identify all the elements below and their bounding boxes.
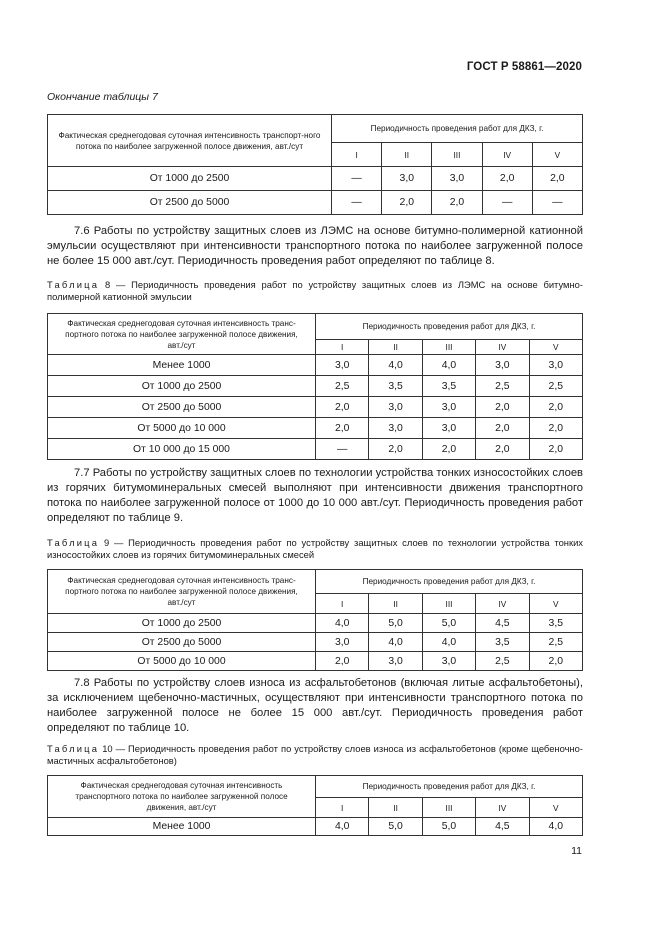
cell-value: 3,0 xyxy=(382,167,432,191)
cell-value: 3,0 xyxy=(316,355,369,376)
table-row xyxy=(48,652,583,671)
cell-value: 2,0 xyxy=(316,397,369,418)
table8-column-header: Фактическая среднегодовая суточная интенсивность транс-портного потока по наиболее загруженной полосе движения, авт./сут xyxy=(48,314,316,355)
table8-roman-iii: III xyxy=(422,340,475,355)
cell-value: 5,0 xyxy=(422,614,475,633)
cell-value: 2,0 xyxy=(476,418,529,439)
cell-value: 2,0 xyxy=(476,397,529,418)
cell-value: 4,0 xyxy=(422,633,475,652)
table9-roman-ii: II xyxy=(369,594,422,614)
paragraph-7-7: 7.7 Работы по устройству защитных слоев по технологии устройства тонких износостойких слоев из горячих битумоминеральных смесей выполняют при интенсивности движения транспортного потока по наиболее загруженной полосе от 1000 до 10 000 авт./сут. Периодичность проведения работ определяют по таблице 9. xyxy=(47,467,583,524)
table-row xyxy=(48,167,583,191)
table9-caption: Таблица 9 — Периодичность проведения работ по устройству защитных слоев по технологии устройства тонких износостойких слоев из горячих битумоминеральных смесей xyxy=(47,537,583,561)
table-row xyxy=(48,418,583,439)
cell-value: 4,0 xyxy=(316,614,369,633)
row-label: От 2500 до 5000 xyxy=(48,397,316,418)
table-row xyxy=(48,633,583,652)
cell-value: 4,5 xyxy=(476,614,529,633)
cell-value: 2,0 xyxy=(482,167,532,191)
document-code: ГОСТ Р 58861—2020 xyxy=(466,61,582,73)
table9-column-header: Фактическая среднегодовая суточная интенсивность транс-портного потока по наиболее загруженной полосе движения, авт./сут xyxy=(48,570,316,614)
cell-value: 2,5 xyxy=(476,376,529,397)
cell-value: 3,5 xyxy=(529,614,582,633)
table8-period-header: Периодичность проведения работ для ДКЗ, г. xyxy=(316,314,583,340)
row-label: От 10 000 до 15 000 xyxy=(48,439,316,460)
cell-value: 4,0 xyxy=(369,633,422,652)
cell-value: 4,0 xyxy=(316,818,369,836)
cell-value: 3,5 xyxy=(369,376,422,397)
table10-period-header: Периодичность проведения работ для ДКЗ, г. xyxy=(316,776,583,798)
cell-value: 4,0 xyxy=(369,355,422,376)
cell-value: 3,0 xyxy=(422,652,475,671)
table7-period-header: Периодичность проведения работ для ДКЗ, г. xyxy=(332,115,583,143)
table10-roman-ii: II xyxy=(369,798,422,818)
cell-value: 2,5 xyxy=(529,633,582,652)
cell-value: — xyxy=(316,439,369,460)
cell-value: 5,0 xyxy=(369,818,422,836)
row-label: От 2500 до 5000 xyxy=(48,191,332,215)
row-label: Менее 1000 xyxy=(48,818,316,836)
cell-value: 2,0 xyxy=(432,191,482,215)
cell-value: 2,5 xyxy=(529,376,582,397)
table10-roman-iii: III xyxy=(422,798,475,818)
table-row xyxy=(48,191,583,215)
table8-roman-iv: IV xyxy=(476,340,529,355)
table-8 xyxy=(47,313,583,460)
cell-value: — xyxy=(332,167,382,191)
cell-value: 3,0 xyxy=(432,167,482,191)
cell-value: 3,0 xyxy=(422,418,475,439)
table10-caption: Таблица 10 — Периодичность проведения работ по устройству слоев износа из асфальтобетонов (кроме щебеночно-мастичных асфальтобетонов) xyxy=(47,743,583,767)
cell-value: 3,0 xyxy=(369,397,422,418)
cell-value: 4,5 xyxy=(476,818,529,836)
cell-value: 2,0 xyxy=(369,439,422,460)
table7-roman-iii: III xyxy=(432,143,482,167)
table7-caption: Окончание таблицы 7 xyxy=(47,91,158,103)
cell-value: 2,0 xyxy=(316,418,369,439)
row-label: От 1000 до 2500 xyxy=(48,167,332,191)
cell-value: 3,5 xyxy=(422,376,475,397)
table-row xyxy=(48,397,583,418)
table8-caption: Таблица 8 — Периодичность проведения работ по устройству защитных слоев из ЛЭМС на основе битумно-полимерной катионной эмульсии xyxy=(47,279,583,303)
row-label: Менее 1000 xyxy=(48,355,316,376)
cell-value: 5,0 xyxy=(422,818,475,836)
cell-value: 2,0 xyxy=(422,439,475,460)
table7-roman-iv: IV xyxy=(482,143,532,167)
table-row xyxy=(48,355,583,376)
cell-value: 2,5 xyxy=(316,376,369,397)
cell-value: 4,0 xyxy=(529,818,582,836)
table8-roman-ii: II xyxy=(369,340,422,355)
cell-value: 3,5 xyxy=(476,633,529,652)
cell-value: 2,0 xyxy=(529,418,582,439)
table9-roman-i: I xyxy=(316,594,369,614)
table9-roman-iv: IV xyxy=(476,594,529,614)
table7-roman-v: V xyxy=(532,143,582,167)
row-label: От 5000 до 10 000 xyxy=(48,418,316,439)
table7-roman-ii: II xyxy=(382,143,432,167)
table9-period-header: Периодичность проведения работ для ДКЗ, г. xyxy=(316,570,583,594)
cell-value: 2,0 xyxy=(316,652,369,671)
cell-value: — xyxy=(332,191,382,215)
table10-column-header: Фактическая среднегодовая суточная интенсивность транспортного потока по наиболее загруженной полосе движения, авт./сут xyxy=(48,776,316,818)
table10-roman-v: V xyxy=(529,798,582,818)
cell-value: — xyxy=(482,191,532,215)
cell-value: 2,0 xyxy=(382,191,432,215)
row-label: От 1000 до 2500 xyxy=(48,376,316,397)
row-label: От 5000 до 10 000 xyxy=(48,652,316,671)
cell-value: 2,5 xyxy=(476,652,529,671)
cell-value: 3,0 xyxy=(369,652,422,671)
cell-value: — xyxy=(532,191,582,215)
cell-value: 4,0 xyxy=(422,355,475,376)
row-label: От 2500 до 5000 xyxy=(48,633,316,652)
cell-value: 3,0 xyxy=(369,418,422,439)
cell-value: 5,0 xyxy=(369,614,422,633)
paragraph-7-6: 7.6 Работы по устройству защитных слоев из ЛЭМС на основе битумно-полимерной катионной эмульсии осуществляют при интенсивности транспортного потока по наиболее загруженной полосе не более 15 000 авт./сут. Периодичность проведения работ определяют по таблице 8. xyxy=(47,225,583,267)
cell-value: 2,0 xyxy=(532,167,582,191)
table-row xyxy=(48,818,583,836)
table-10 xyxy=(47,775,583,836)
table-row xyxy=(48,439,583,460)
cell-value: 2,0 xyxy=(476,439,529,460)
paragraph-7-8: 7.8 Работы по устройству слоев износа из асфальтобетонов (включая литые асфальтобетоны), за исключением щебеночно-мастичных, осуществляют при интенсивности транспортного потока по наиболее загруженной полосе не более 15 000 авт./сут. Периодичность проведения работ определяют по таблице 10. xyxy=(47,677,583,734)
cell-value: 3,0 xyxy=(422,397,475,418)
table-7 xyxy=(47,114,583,215)
table9-roman-iii: III xyxy=(422,594,475,614)
table-9 xyxy=(47,569,583,671)
table8-roman-i: I xyxy=(316,340,369,355)
table-row xyxy=(48,614,583,633)
table7-column-header: Фактическая среднегодовая суточная интенсивность транспорт-ного потока по наиболее загруженной полосе движения, авт./сут xyxy=(48,115,332,167)
cell-value: 3,0 xyxy=(529,355,582,376)
page-number: 11 xyxy=(571,845,582,857)
cell-value: 3,0 xyxy=(316,633,369,652)
table7-roman-i: I xyxy=(332,143,382,167)
cell-value: 2,0 xyxy=(529,397,582,418)
cell-value: 3,0 xyxy=(476,355,529,376)
table-row xyxy=(48,376,583,397)
cell-value: 2,0 xyxy=(529,439,582,460)
cell-value: 2,0 xyxy=(529,652,582,671)
table10-roman-i: I xyxy=(316,798,369,818)
table9-roman-v: V xyxy=(529,594,582,614)
table8-roman-v: V xyxy=(529,340,582,355)
row-label: От 1000 до 2500 xyxy=(48,614,316,633)
table10-roman-iv: IV xyxy=(476,798,529,818)
